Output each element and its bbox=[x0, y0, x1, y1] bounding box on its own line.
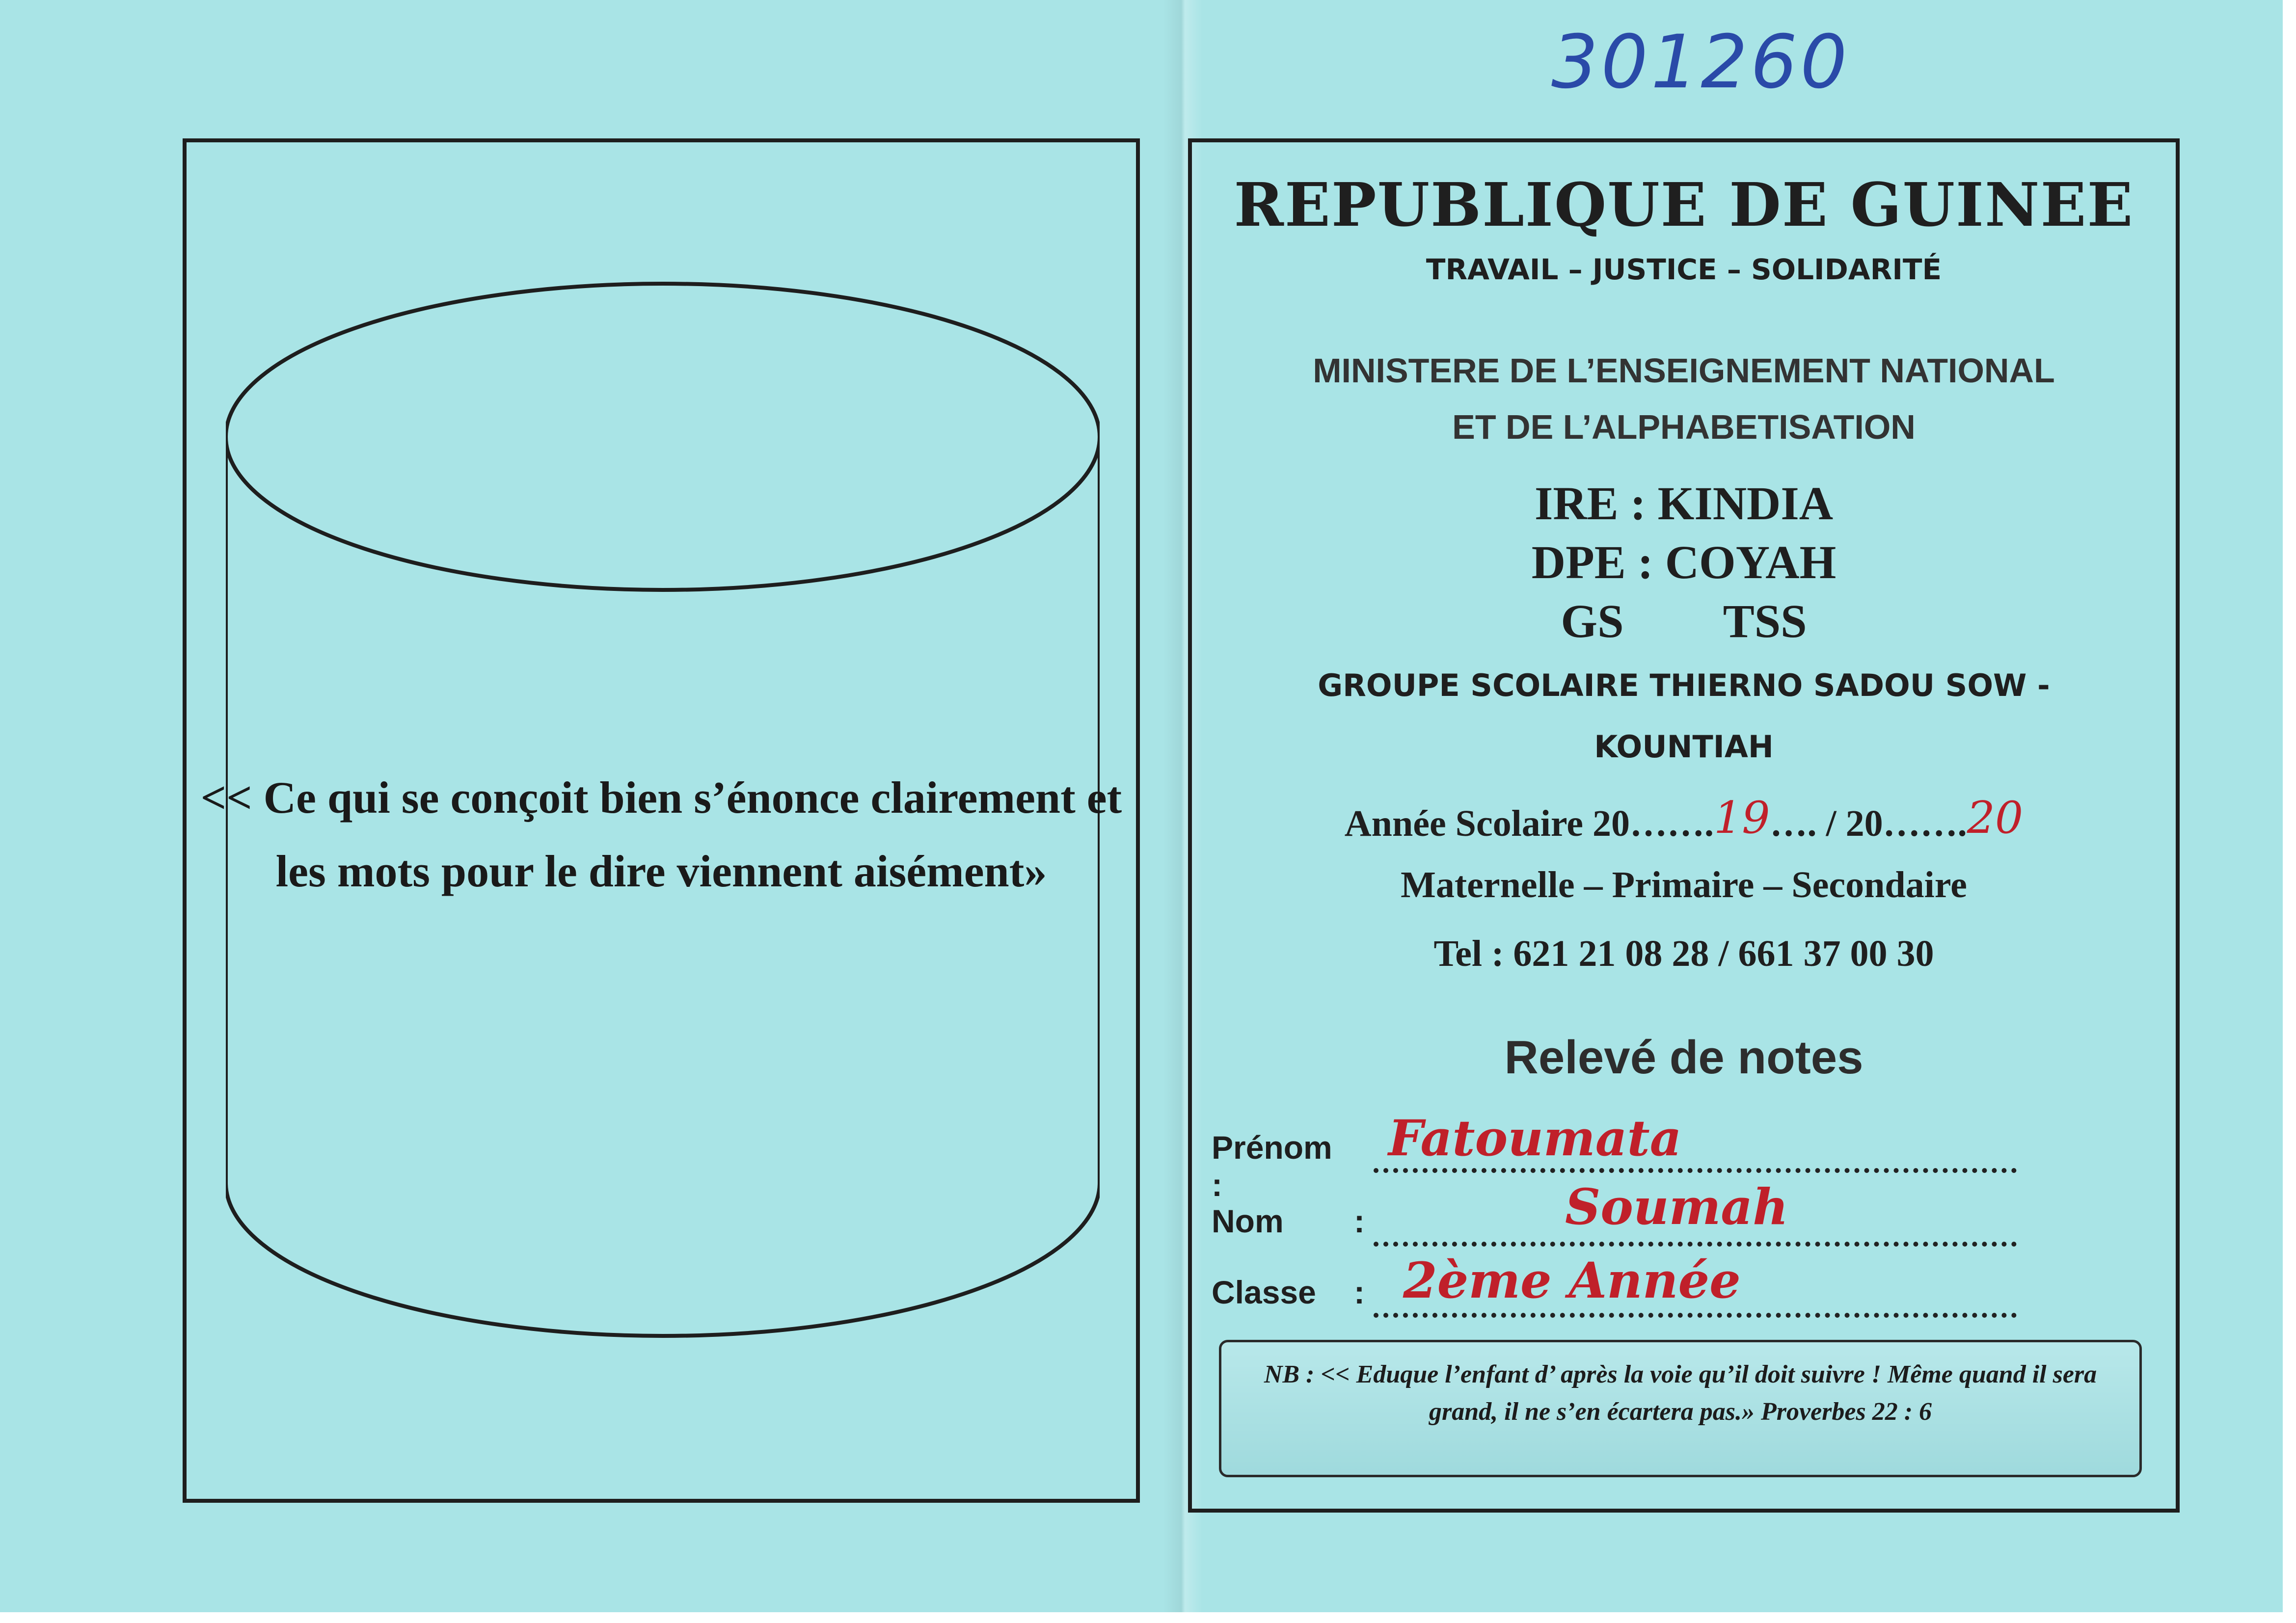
prenom-value: Fatoumata bbox=[1388, 1109, 1682, 1167]
school-name-line-2: KOUNTIAH bbox=[1594, 729, 1774, 765]
left-page-frame bbox=[183, 138, 1140, 1503]
classe-dotted-line bbox=[1374, 1313, 2017, 1318]
school-year-label: Année Scolaire 20 bbox=[1344, 803, 1630, 844]
country-title: REPUBLIQUE DE GUINEE bbox=[1234, 169, 2134, 240]
proverb-text: NB : << Eduque l’enfant d’ après la voie qu’il doit suivre ! Même quand il sera grand, il ne s’en écartera pas.» Proverbes 22 : 6 bbox=[1264, 1360, 2097, 1426]
quote-text: << Ce qui se conçoit bien s’énonce clairement et les mots pour le dire viennent aisément» bbox=[200, 772, 1122, 896]
nom-dotted-line bbox=[1374, 1242, 2017, 1247]
school-year-dots-3: ……. bbox=[1883, 803, 1967, 844]
ministry-line-1: MINISTERE DE L’ENSEIGNEMENT NATIONAL bbox=[1313, 351, 2055, 390]
school-year-separator: / 20 bbox=[1826, 803, 1883, 844]
classe-colon: : bbox=[1354, 1274, 1365, 1310]
school-year-dots-1: ……. bbox=[1630, 803, 1714, 844]
nom-label: Nom bbox=[1212, 1203, 1284, 1239]
telephone-line: Tel : 621 21 08 28 / 661 37 00 30 bbox=[1433, 933, 1934, 974]
school-year-end: 20 bbox=[1967, 792, 2024, 844]
school-name-line-1: GROUPE SCOLAIRE THIERNO SADOU SOW - bbox=[1318, 667, 2050, 703]
right-page-frame bbox=[1188, 138, 2180, 1513]
school-year-start: 19 bbox=[1714, 792, 1770, 844]
handwritten-reference-number: 301260 bbox=[1551, 20, 1850, 105]
ministry-line-2: ET DE L’ALPHABETISATION bbox=[1452, 408, 1916, 446]
national-motto: TRAVAIL – JUSTICE – SOLIDARITÉ bbox=[1426, 253, 1942, 286]
prenom-dotted-line bbox=[1374, 1168, 2017, 1173]
ire-line: IRE : KINDIA bbox=[1534, 477, 1834, 530]
school-year-dots-2: …. bbox=[1770, 803, 1817, 844]
gs-line: GS TSS bbox=[1561, 595, 1807, 647]
dpe-line: DPE : COYAH bbox=[1531, 536, 1837, 588]
proverb-scroll-banner bbox=[1219, 1340, 2142, 1477]
document-title: Relevé de notes bbox=[1504, 1031, 1864, 1084]
school-levels: Maternelle – Primaire – Secondaire bbox=[1401, 864, 1967, 905]
classe-value: 2ème Année bbox=[1403, 1251, 1741, 1309]
nom-colon: : bbox=[1354, 1203, 1365, 1239]
nom-value: Soumah bbox=[1565, 1178, 1788, 1236]
school-year bbox=[1192, 792, 2176, 847]
classe-label: Classe bbox=[1212, 1274, 1316, 1310]
prenom-label: Prénom : bbox=[1212, 1129, 1332, 1203]
classe-row bbox=[1212, 1251, 2144, 1337]
